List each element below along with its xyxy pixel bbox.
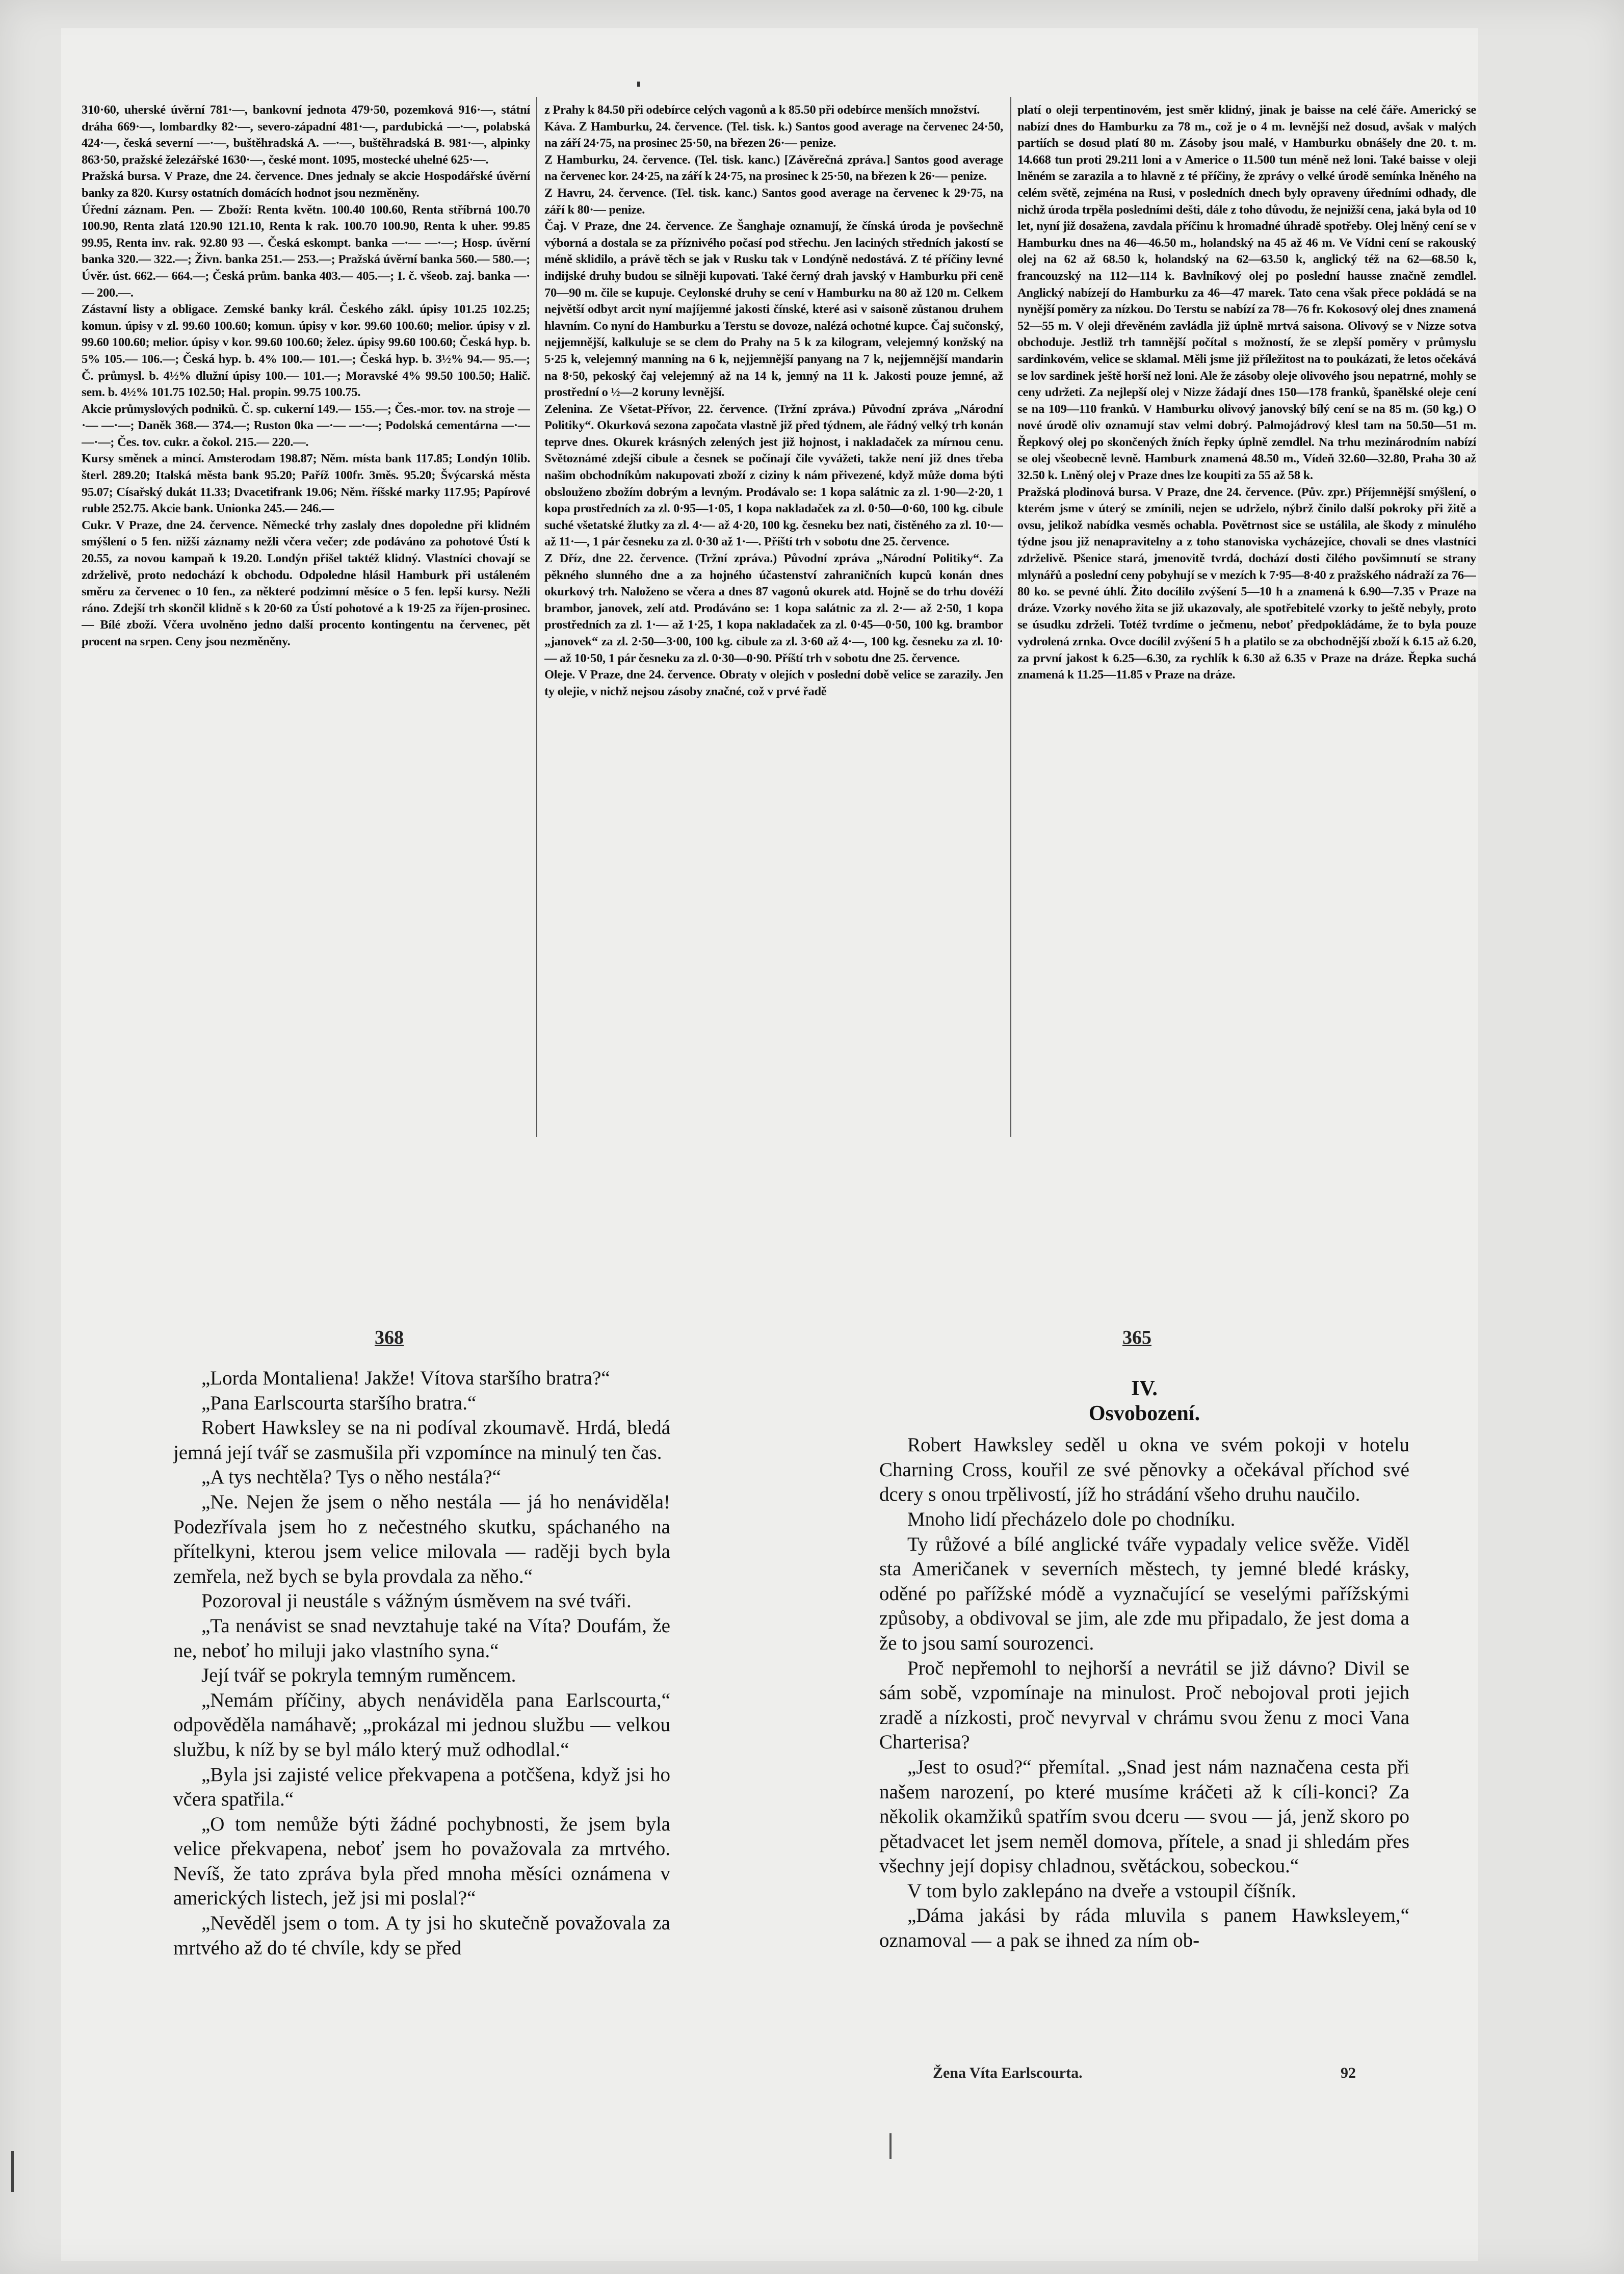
col2-paragraph: Káva. Z Hamburku, 24. července. (Tel. tisk. k.) Santos good average na červenec 24·50, na září 24·75, na prosinec 25·50, na březen 26·— penize.	[544, 119, 1003, 150]
chapter-number: IV.	[1131, 1377, 1158, 1400]
story-paragraph: Ty růžové a bílé anglické tváře vypadaly velice svěže. Viděl sta Američanek v severních městech, ty jemné bledé krásky, oděné po pařížské módě a vyznačující se veselými pařížskými způsoby, a obdivoval se jim, ale zde mu připadalo, že jest doma a že to jsou samí sourozenci.	[879, 1533, 1409, 1654]
market-column-3	[1017, 102, 1476, 1132]
novel-page-left	[173, 1366, 670, 2064]
story-paragraph: „Pana Earlscourta staršího bratra.“	[201, 1392, 477, 1414]
story-paragraph: Mnoho lidí přecházelo dole po chodníku.	[907, 1508, 1236, 1530]
novel-page-right	[879, 1366, 1409, 2064]
column-divider	[536, 97, 537, 1137]
story-paragraph: „Lorda Montaliena! Jakže! Vítova staršího bratra?“	[201, 1367, 610, 1389]
story-paragraph: „Dáma jakási by ráda mluvila s panem Hawksleyem,“ oznamoval — a pak se ihned za ním ob-	[879, 1904, 1409, 1952]
story-paragraph: Její tvář se pokryla temným ruměncem.	[201, 1664, 516, 1687]
col2-paragraph: Zelenina. Ze Všetat-Přívor, 22. července. (Tržní zpráva.) Původní zpráva „Národní Politiky“. Okurková sezona započata vlastně již před týdnem, ale řádný velký trh konán teprve dnes. Okurek krásných zelených jest již hojnost, i nakladaček za mírnou cenu. Světoznámé zdejší cibule a česnek se počínají čile vyvážeti, takže není již dnes třeba našim obchodníkům nakupovati zboží z ciziny k nám přivezené, když může doma býti obslouženo zbožím dobrým a levným. Prodávalo se: 1 kopa salátnic za zl. 1·90—2·20, 1 kopa prostředních za zl. 0·95—1·05, 1 kopa nakladaček za zl. 0·50—0·60, 100 kg. cibule suché všetatské žlutky za zl. 4·— až 4·20, 100 kg. česneku bez nati, čistěného za zl. 10·— až 11·—, 1 pár česneku za zl. 0·30 až 1·—. Příští trh v sobotu dne 25. července.	[544, 402, 1003, 549]
story-paragraph: „Ne. Nejen že jsem o něho nestála — já ho nenáviděla! Podezřívala jsem ho z nečestného skutku, spáchaného na přítelkyni, kterou jsem velice milovala — raději bych byla zemřela, než bych se byla provdala za něho.“	[173, 1491, 670, 1587]
story-paragraph: Robert Hawksley se na ni podíval zkoumavě. Hrdá, bledá jemná její tvář se zasmušila při vzpomínce na minulý ten čas.	[173, 1417, 670, 1463]
story-paragraph: „A tys nechtěla? Tys o něho nestála?“	[201, 1466, 501, 1488]
footer-page-number: 92	[1341, 2064, 1356, 2081]
scan-edge-mark	[889, 2133, 892, 2159]
col1-paragraph: Úřední záznam. Pen. — Zboží: Renta květn. 100.40 100.60, Renta stříbrná 100.70 100.90, Renta zlatá 120.90 121.10, Renta k rak. 100.70 100.90, Renta k uher. 99.85 99.95, Renta inv. rak. 92.80 93 —. Česká eskompt. banka —·— —·—; Hosp. úvěrní banka 320.— 322.—; Živn. banka 251.— 253.—; Pražská úvěrní banka 560.— 580.—; Úvěr. úst. 662.— 664.—; Česká prům. banka 403.— 405.—; I. č. všeob. zaj. banka —·— 200.—.	[82, 202, 530, 300]
story-paragraph: „O tom nemůže býti žádné pochybnosti, že jsem byla velice překvapena, neboť jsem ho považovala za mrtvého. Nevíš, že tato zpráva byla před mnoha měsíci oznámena v amerických listech, jež jsi mi poslal?“	[173, 1813, 670, 1910]
scan-edge-mark	[11, 2151, 14, 2192]
col2-paragraph: Z Dříz, dne 22. července. (Tržní zpráva.) Původní zpráva „Národní Politiky“. Za pěkného slunného dne a za hojného účastenství zahraničních kupců konán dnes okurkový trh. Naloženo se včera a dnes 87 vagonů okurek atd. Hojně se do trhu dovéží brambor, janovek, zelí atd. Prodáváno se: 1 kopa salátnic za zl. 2·— až 2·50, 1 kopa prostředních za zl. 1·— až 1·25, 1 kopa nakladaček za zl. 0·45—0·50, 100 kg. brambor „janovek“ za zl. 2·50—3·00, 100 kg. cibule za zl. 3·60 až 4·—, 100 kg. česneku za zl. 10·— až 10·50, 1 pár česneku za zl. 0·30—0·90. Příští trh v sobotu dne 25. července.	[544, 552, 1003, 665]
col1-paragraph: 310·60, uherské úvěrní 781·—, bankovní jednota 479·50, pozemková 916·—, státní dráha 669·—, lombardky 82·—, severo-západní 481·—, pardubická —·—, polabská 424·—, česká severní —·—, buštěhradská A. —·—, buštěhradská B. 981·—, alpinky 863·50, pražské železářské 1630·—, české mont. 1095, mostecké uhelné 625·—.	[82, 103, 530, 167]
story-paragraph: Proč nepřemohl to nejhorší a nevrátil se již dávno? Divil se sám sobě, vzpomínaje na minulost. Proč nebojoval proti jejich zradě a nízkosti, proč nevyrval v chrámu svou ženu z moci Vana Charterisa?	[879, 1657, 1409, 1754]
market-column-2	[544, 102, 1003, 1132]
col3-paragraph: platí o oleji terpentinovém, jest směr klidný, jinak je baisse na celé čáře. Americký se nabízí dnes do Hamburku za 78 m., což je o 4 m. levnější než dosud, avšak v malých partiích se dosud platí 80 m. Zásoby jsou malé, v Hamburku obnášely dne 20. t. m. 14.668 tun proti 29.211 loni a v Americe o 11.500 tun méně než loni. Také baisse v oleji lněném se zarazila a to hlavně z té příčiny, že zprávy o velké úrodě semínka lněného na celém světě, zejména na Rusi, v posledních dnech byly opraveny úředními odhady, dle nichž úroda trpěla posledními dešti, dále z toho důvodu, že nejnižší cena, jaká byla od 10 let, nyní již dosažena, zavdala příčinu k hromadné úhradě spotřeby. Olej lněný cení se v Hamburku dnes na 46—46.50 m., holandský na 45 až 46 m. Ve Vídni cení se rakouský olej na 62 až 68.50 k, holandský na 62—63.50 k, anglický též na 62—68.50 k, francouzský na 112—114 k. Bavlníkový olej po poslední hausse značně zemdlel. Anglický nabízejí do Hamburku za 46—47 marek. Tato cena však přece pokládá se na nynější poměry za nízkou. Do Terstu se nabízí za 78—76 fr. Kokosový olej dnes znamená 52—55 m. V oleji dřevěném zavládla již úplně mrtvá saisona. Olivový se v Nizze sotva obchoduje. Jestliž trh tamnější počítal s možností, že se zlepší poměry v průmyslu sardinkovém, velice se sklamal. Měli jsme již příležitost na to poukázati, že letos očekává se lov sardinek ještě horší než loni. Ale že zásoby oleje olivového jsou nepatrné, mohly se ceny udržeti. Za nejlepší olej v Nizze žádají dnes 150—178 franků, španělské oleje cení se na 109—110 franků. V Hamburku olivový janovský bílý cení se na 85 m. (50 kg.) O nové úrodě oliv oznamují stav velmi dobrý. Palmojádrový klesl tam na 50.50—51 m. Řepkový olej po skončených žních řepky úplně zemdlel. Na trhu mezinárodním nabízí se olej všeobecně levně. Hamburk znamená 48.50 m., Vídeň 32.60—32.80, Praha 30 až 32.50 k. Lněný olej v Praze dnes lze koupiti za 55 až 58 k.	[1017, 103, 1476, 483]
col2-paragraph: Z Havru, 24. července. (Tel. tisk. kanc.) Santos good average na červenec k 29·75, na září k 80·— penize.	[544, 186, 1003, 217]
ink-speck	[637, 82, 640, 87]
right-page-number: 365	[1122, 1327, 1151, 1348]
story-paragraph: Robert Hawksley seděl u okna ve svém pokoji v hotelu Charning Cross, kouřil ze své pěnovky a očekával příchod své dcery s onou trpělivostí, jíž ho strádání všeho druhu naučilo.	[879, 1434, 1409, 1506]
story-paragraph: Pozoroval ji neustále s vážným úsměvem na své tváři.	[201, 1590, 632, 1612]
story-paragraph: „Ta nenávist se snad nevztahuje také na Víta? Doufám, že ne, neboť ho miluji jako vlastního syna.“	[173, 1614, 670, 1662]
market-column-1	[82, 102, 530, 1132]
story-paragraph: „Jest to osud?“ přemítal. „Snad jest nám naznačena cesta při našem narození, po které musíme kráčeti až k cíli-konci? Za několik okamžiků spatřím svou dceru — svou — já, jenž skoro po pětadvacet let jsem neměl domova, přítele, a snad ji shledám přes všechny její dopisy chladnou, světáckou, sobeckou.“	[879, 1756, 1409, 1877]
col2-paragraph: Z Hamburku, 24. července. (Tel. tisk. kanc.) [Závěrečná zpráva.] Santos good average na červenec kor. 24·25, na září k 24·75, na prosinec k 25·50, na březen k 26·— penize.	[544, 152, 1003, 184]
story-paragraph: „Nemám příčiny, abych nenáviděla pana Earlscourta,“ odpověděla namáhavě; „prokázal mi jednou službu — velkou službu, k níž by se byl málo který muž odhodlal.“	[173, 1689, 670, 1761]
left-page-number: 368	[375, 1327, 404, 1348]
story-paragraph: „Nevěděl jsem o tom. A ty jsi ho skutečně považovala za mrtvého až do té chvíle, kdy se před	[173, 1912, 670, 1959]
col1-paragraph: Kursy směnek a mincí. Amsterodam 198.87; Něm. místa bank 117.85; Londýn 10lib. šterl. 289.20; Italská města bank 95.20; Paříž 100fr. 3měs. 95.20; Švýcarská města 95.07; Císařský dukát 11.33; Dvacetifrank 19.06; Něm. říšské marky 117.95; Papírové ruble 252.75. Akcie bank. Unionka 245.— 246.—	[82, 452, 530, 516]
footer-title: Žena Víta Earlscourta.	[933, 2064, 1083, 2081]
col1-paragraph: Cukr. V Praze, dne 24. července. Německé trhy zaslaly dnes dopoledne při klidném smýšlení o 5 fen. nižší záznamy nežli včera večer; zde podáváno za pohotové Ústí k 20.55, za novou kampaň k 19.20. Londýn přišel taktéž klidný. Vlastníci chovají se zdrželivě, proto nedochází k obchodu. Odpoledne hlásil Hamburk při ustáleném směru za červenec o 10 fen., za některé podzimní měsíce o 5 fen. lepší kursy. Nežli ráno. Zdejší trh skončil klidně s k 20·60 za Ústí pohotové a k 19·25 za říjen-prosinec. — Bílé zboží. Včera uvolněno jedno další procento kontingentu na červenec, pět procent na srpen. Ceny jsou nezměněny.	[82, 518, 530, 648]
col1-paragraph: Zástavní listy a obligace. Zemské banky král. Českého zákl. úpisy 101.25 102.25; komun. úpisy v zl. 99.60 100.60; komun. úpisy v kor. 99.60 100.60; melior. úpisy v zl. 99.60 100.60; melior. úpisy v kor. 99.60 100.60; želez. úpisy 99.60 100.60; Česká hyp. b. 5% 105.— 106.—; Česká hyp. b. 4% 100.— 101.—; Česká hyp. b. 3½% 94.— 95.—; Č. průmysl. b. 4½% dlužní úpisy 100.— 101.—; Moravské 4% 99.50 100.50; Halič. sem. b. 4½% 101.75 102.50; Hal. propin. 99.75 100.75.	[82, 302, 530, 400]
story-paragraph: „Byla jsi zajisté velice překvapena a potčšena, když jsi ho včera spatřila.“	[173, 1763, 670, 1811]
col2-paragraph: Čaj. V Praze, dne 24. července. Ze Šanghaje oznamují, že čínská úroda je povšechně výborná a dostala se za příznivého počasí pod střechu. Jen laciných středních jakostí se méně sklidilo, a právě těch se jak v Rusku tak v Londýně nedostává. Z té příčiny levné indijské druhy budou se silněji kupovati. Také černý drah javský v Hamburku při ceně 70—90 m. čile se kupuje. Ceylonské druhy se cení v Hamburku na 80 až 120 m. Celkem největší odbyt arcit nyní majíjemné jakosti čínské, které asi v saisoně zůstanou druhem hlavním. Co nyní do Hamburku a Terstu se dovoze, nalézá ochotné kupce. Čaj sučonský, nejjemnější, kalkuluje se se clem do Prahy na 5 k za kilogram, velejemný konžský na 5·25 k, velejemný manning na 6 k, nejjemnější panyang na 7 k, nejjemnější mandarin na 8·50, pekoský čaj velejemný až na 14 k, jemný na 11 k. Jakosti pouze jemné, až prostřední o ½—2 koruny levnější.	[544, 219, 1003, 400]
col2-paragraph: z Prahy k 84.50 při odebírce celých vagonů a k 85.50 při odebírce menších množství.	[544, 103, 980, 117]
chapter-title: Osvobození.	[1088, 1401, 1200, 1425]
story-paragraph: V tom bylo zaklepáno na dveře a vstoupil číšník.	[907, 1879, 1296, 1902]
col3-paragraph: Pražská plodinová bursa. V Praze, dne 24. července. (Pův. zpr.) Příjemnější smýšlení, o kterém jsme v úterý se zmínili, nejen se udrželo, nýbrž činilo další pokroky při žitě a ovsu, jelikož nabídka vesměs ochabla. Povětrnost sice se ustálila, ale škody z minulého týdne jsou již nenapravitelny a z toho stanoviska vycházejíce, chovali se dnes vlastníci zdrželivě. Pšenice stará, jmenovitě tvrdá, dochází dosti čilého povšimnutí se strany mlynářů a poslední ceny pobyhují se v mezích k 7·95—8·40 z pražského nádraží za 76—80 ko. se pevné úhlí. Žito docílilo zvýšení 5—10 h a znamená k 6.90—7.35 v Praze na dráze. Vzorky nového žita se již ukazovaly, ale spotřebitelé vzorky to ještě nebyly, proto se úsudku zdrželi. Totéž tvrdíme o ječmenu, neboť předpokládáme, že to byla pouze vydrolená zrnka. Ovce docílil zvýšení 5 h a platilo se za obchodnější zboží k 6.15 až 6.20, za první jakost k 6.25—6.30, za rychlík k 6.30 až 6.35 v Praze na dráze. Řepka suchá znamená k 11.25—11.85 v Praze na dráze.	[1017, 485, 1476, 682]
col2-paragraph: Oleje. V Praze, dne 24. července. Obraty v olejích v poslední době velice se zarazily. Jen ty olejie, v nichž nejsou zásoby značné, což v prvé řadě	[544, 668, 1003, 698]
col1-paragraph: Pražská bursa. V Praze, dne 24. července. Dnes jednaly se akcie Hospodářské úvěrní banky za 820. Kursy ostatních domácích hodnot jsou nezměněny.	[82, 169, 530, 200]
col1-paragraph: Akcie průmyslových podniků. Č. sp. cukerní 149.— 155.—; Čes.-mor. tov. na stroje —·— —·—; Daněk 368.— 374.—; Ruston 0ka —·— —·—; Podolská cementárna —·— —·—; Čes. tov. cukr. a čokol. 215.— 220.—.	[82, 402, 530, 449]
column-divider	[1010, 97, 1011, 1137]
